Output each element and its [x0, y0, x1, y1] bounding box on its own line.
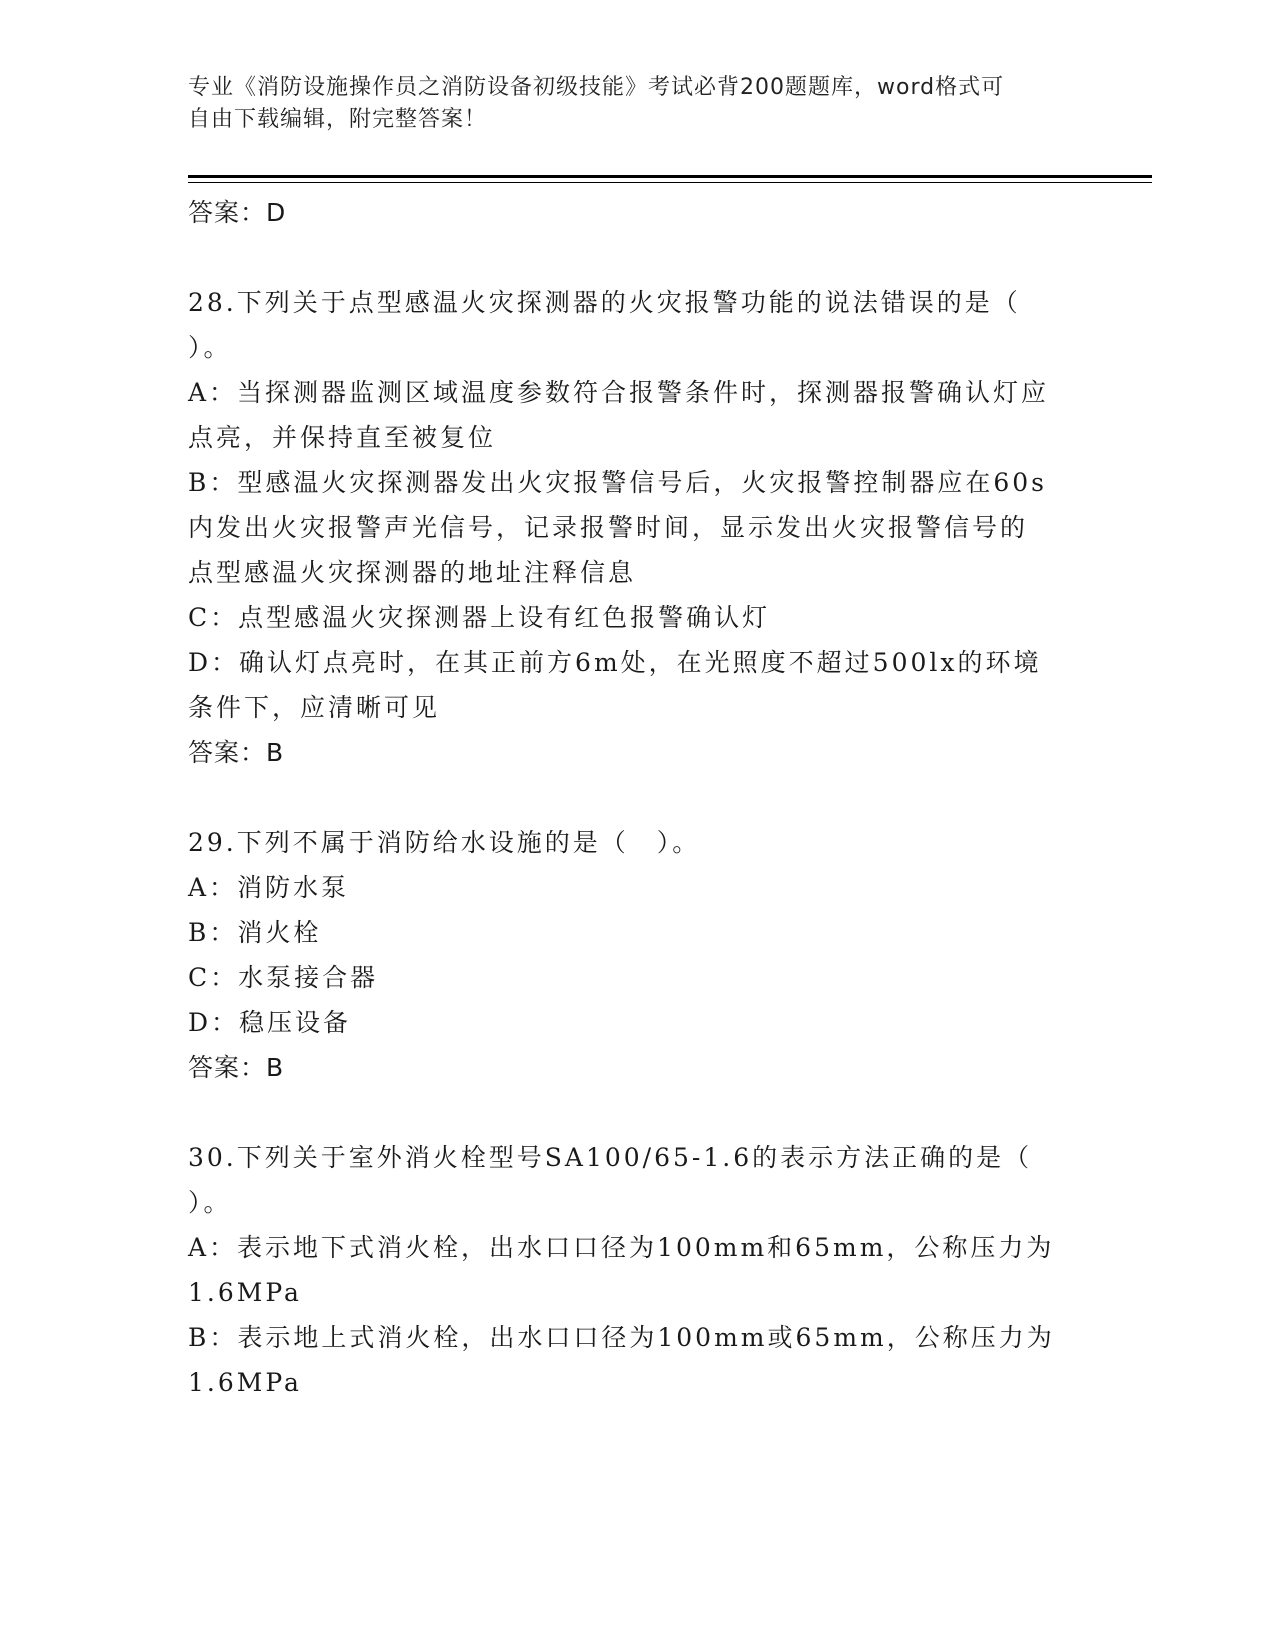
question-28-option-b-line-1: B：型感温火灾探测器发出火灾报警信号后，火灾报警控制器应在60s [188, 468, 1048, 497]
question-30-option-b-line-2: 1.6MPa [188, 1368, 302, 1397]
question-30-option-a-line-1: A：表示地下式消火栓，出水口口径为100mm和65mm，公称压力为 [188, 1233, 1055, 1262]
question-30-stem-line-1: 30.下列关于室外消火栓型号SA100/65-1.6的表示方法正确的是（ [188, 1143, 1033, 1172]
question-28-option-c: C：点型感温火灾探测器上设有红色报警确认灯 [188, 603, 771, 632]
question-30-option-a-line-2: 1.6MPa [188, 1278, 302, 1307]
question-29-option-d: D：稳压设备 [188, 1008, 352, 1037]
spacer [188, 235, 1088, 280]
question-28-option-a-line-2: 点亮，并保持直至被复位 [188, 423, 497, 452]
question-29-stem: 29.下列不属于消防给水设施的是（ ）。 [188, 828, 701, 857]
answer-29: 答案：B [188, 1053, 285, 1082]
question-30 [188, 1135, 1088, 1405]
document-body [188, 190, 1088, 1405]
question-28-option-b-line-3: 点型感温火灾探测器的地址注释信息 [188, 558, 637, 587]
question-30-stem-line-2: ）。 [188, 1188, 232, 1217]
question-28-option-b-line-2: 内发出火灾报警声光信号，记录报警时间，显示发出火灾报警信号的 [188, 513, 1029, 542]
question-29-option-b: B：消火栓 [188, 918, 322, 947]
question-28-stem-line-1: 28.下列关于点型感温火灾探测器的火灾报警功能的说法错误的是（ [188, 288, 1021, 317]
question-28-option-d-line-2: 条件下，应清晰可见 [188, 693, 441, 722]
question-28-stem-line-2: ）。 [188, 333, 232, 362]
question-29-option-a: A：消防水泵 [188, 873, 350, 902]
question-30-option-b-line-1: B：表示地上式消火栓，出水口口径为100mm或65mm，公称压力为 [188, 1323, 1055, 1352]
answer-28: 答案：B [188, 738, 285, 767]
question-29 [188, 820, 1088, 1090]
header-line-2: 自由下载编辑，附完整答案！ [188, 107, 488, 132]
header-line-1: 专业《消防设施操作员之消防设备初级技能》考试必背200题题库，word格式可 [188, 75, 1005, 100]
question-29-option-c: C：水泵接合器 [188, 963, 379, 992]
header-rule-thin [188, 182, 1152, 183]
question-28-option-d-line-1: D：确认灯点亮时，在其正前方6m处，在光照度不超过500lx的环境 [188, 648, 1042, 677]
spacer [188, 775, 1088, 820]
page-header [188, 72, 1068, 136]
spacer [188, 1090, 1088, 1135]
header-rule-thick [188, 175, 1152, 178]
question-28-option-a-line-1: A：当探测器监测区域温度参数符合报警条件时，探测器报警确认灯应 [188, 378, 1050, 407]
answer-27: 答案：D [188, 198, 287, 227]
question-28 [188, 280, 1088, 775]
